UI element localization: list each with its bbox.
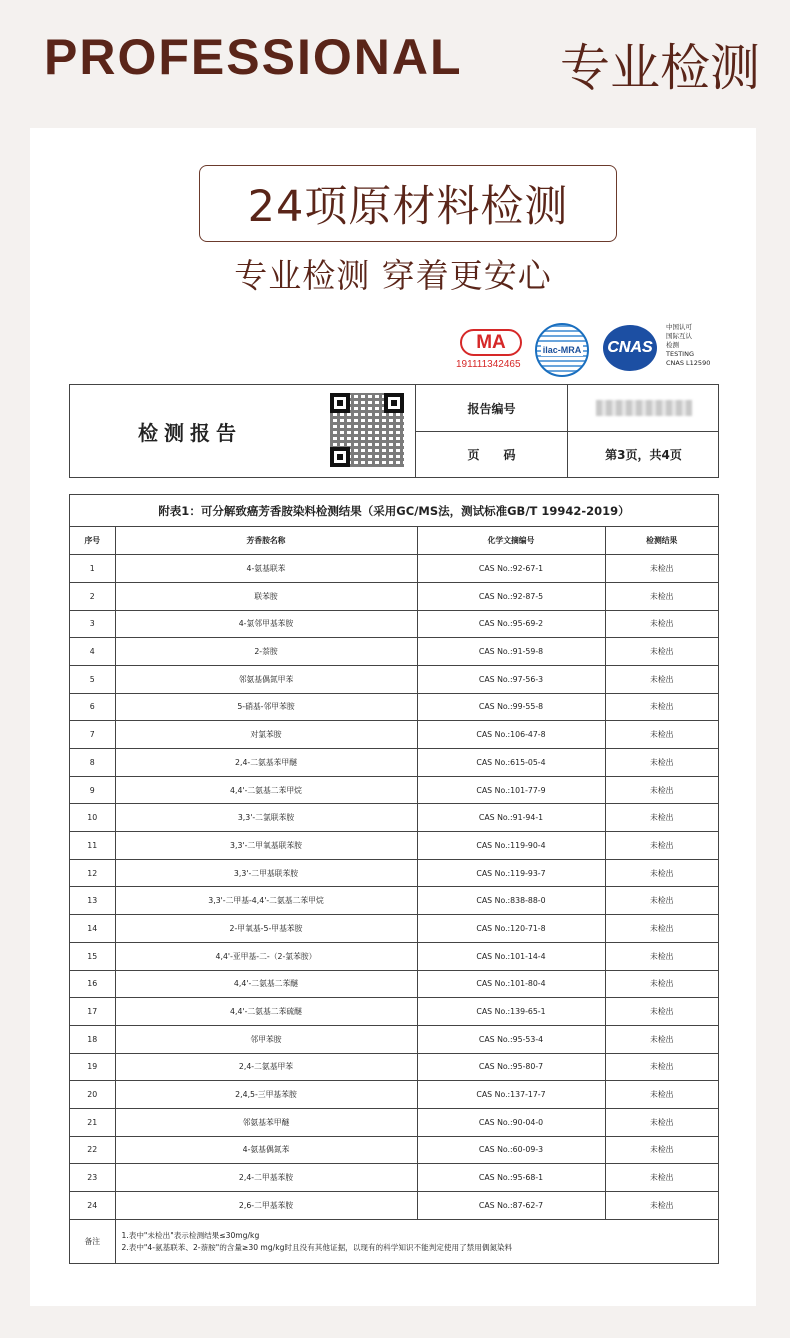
qr-finder [330,447,350,467]
amine-name: 2,4-二甲基苯胺 [115,1164,417,1192]
column-header: 化学文摘编号 [417,527,605,555]
cas-number: CAS No.:97-56-3 [417,665,605,693]
table-header-row [70,527,718,555]
table-title: 附表1：可分解致癌芳香胺染料检测结果（采用GC/MS法，测试标准GB/T 19942-2019） [70,495,718,527]
ilac-label: ilac-MRA [542,345,582,355]
cas-number: CAS No.:60-09-3 [417,1136,605,1164]
cnas-info-line: 检测 [666,341,679,349]
test-result: 未检出 [605,1108,718,1136]
test-result: 未检出 [605,859,718,887]
table-row [70,1164,718,1192]
row-number: 7 [70,721,115,749]
ilac-mra-logo-icon [535,323,589,377]
banner-subtitle: 专业检测 穿着更安心 [234,256,552,295]
amine-name: 3,3'-二甲基联苯胺 [115,859,417,887]
amine-name: 邻甲苯胺 [115,1025,417,1053]
test-result: 未检出 [605,1164,718,1192]
test-result: 未检出 [605,1192,718,1220]
cas-number: CAS No.:99-55-8 [417,693,605,721]
amine-name: 3,3'-二氯联苯胺 [115,804,417,832]
cma-logo-icon: MA [460,329,522,356]
amine-name: 2,4-二氨基苯甲醚 [115,749,417,777]
row-number: 19 [70,1053,115,1081]
cas-number: CAS No.:139-65-1 [417,998,605,1026]
row-number: 6 [70,693,115,721]
amine-name: 4,4'-二氨基二苯硫醚 [115,998,417,1026]
cas-number: CAS No.:101-80-4 [417,970,605,998]
test-result: 未检出 [605,1081,718,1109]
notes-content [115,1219,718,1264]
column-header: 序号 [70,527,115,555]
note-line: 2.表中"4-氨基联苯、2-萘胺"的含量≥30 mg/kg时且没有其他证据，以现有的科学知识不能判定使用了禁用偶氮染料 [121,1242,513,1252]
cas-number: CAS No.:91-59-8 [417,638,605,666]
amine-name: 联苯胺 [115,582,417,610]
table-row [70,721,718,749]
table-row [70,859,718,887]
amine-name: 2,4-二氨基甲苯 [115,1053,417,1081]
row-number: 1 [70,555,115,583]
row-number: 12 [70,859,115,887]
table-row [70,1053,718,1081]
row-number: 13 [70,887,115,915]
cas-number: CAS No.:615-05-4 [417,749,605,777]
row-number: 17 [70,998,115,1026]
test-result: 未检出 [605,582,718,610]
results-grid [70,527,718,1264]
note-line: 1.表中"未检出"表示检测结果≤30mg/kg [121,1230,260,1240]
row-number: 24 [70,1192,115,1220]
cnas-info-line: 国际互认 [666,332,692,340]
cas-number: CAS No.:95-80-7 [417,1053,605,1081]
cnas-info-line: CNAS L12590 [666,359,711,367]
test-result: 未检出 [605,1136,718,1164]
report-no-value [567,385,719,431]
table-body [70,555,718,1265]
redacted-report-number [596,400,692,416]
table-row [70,1025,718,1053]
test-result: 未检出 [605,970,718,998]
amine-name: 3,3'-二甲氧基联苯胺 [115,832,417,860]
cas-number: CAS No.:119-93-7 [417,859,605,887]
cnas-logo-icon [599,325,661,371]
header-chinese-title: 专业检测 [560,39,760,97]
amine-name: 2-萘胺 [115,638,417,666]
row-number: 22 [70,1136,115,1164]
amine-name: 邻氨基偶氮甲苯 [115,665,417,693]
cnas-label: CNAS [607,339,653,356]
row-number: 20 [70,1081,115,1109]
cas-number: CAS No.:95-53-4 [417,1025,605,1053]
notes-label: 备注 [70,1219,115,1264]
test-result: 未检出 [605,942,718,970]
test-result: 未检出 [605,721,718,749]
amine-name: 4-氨基联苯 [115,555,417,583]
test-result: 未检出 [605,915,718,943]
cas-number: CAS No.:92-87-5 [417,582,605,610]
table-row [70,832,718,860]
table-row [70,749,718,777]
table-row [70,1081,718,1109]
page-label: 页 码 [415,431,567,477]
results-table [69,494,719,1264]
cas-number: CAS No.:90-04-0 [417,1108,605,1136]
banner-title: 24项原材料检测 [199,165,617,242]
qr-finder [330,393,350,413]
cas-number: CAS No.:137-17-7 [417,1081,605,1109]
cas-number: CAS No.:95-69-2 [417,610,605,638]
cas-number: CAS No.:120-71-8 [417,915,605,943]
page-value: 第3页，共4页 [567,431,719,477]
table-row [70,665,718,693]
report-title: 检测报告 [138,420,242,445]
header-english-title: PROFESSIONAL [44,29,463,85]
row-number: 2 [70,582,115,610]
amine-name: 4-氯邻甲基苯胺 [115,610,417,638]
report-card [30,128,756,1306]
amine-name: 邻氨基苯甲醚 [115,1108,417,1136]
table-row [70,555,718,583]
test-result: 未检出 [605,555,718,583]
test-result: 未检出 [605,998,718,1026]
column-header: 芳香胺名称 [115,527,417,555]
cas-number: CAS No.:119-90-4 [417,832,605,860]
row-number: 11 [70,832,115,860]
test-result: 未检出 [605,665,718,693]
test-result: 未检出 [605,887,718,915]
test-result: 未检出 [605,1053,718,1081]
cas-number: CAS No.:87-62-7 [417,1192,605,1220]
amine-name: 4,4'-亚甲基-二-（2-氯苯胺） [115,942,417,970]
row-number: 5 [70,665,115,693]
cas-number: CAS No.:106-47-8 [417,721,605,749]
test-result: 未检出 [605,1025,718,1053]
test-result: 未检出 [605,610,718,638]
cnas-info [666,323,710,368]
certification-logos [453,323,723,383]
cas-number: CAS No.:92-67-1 [417,555,605,583]
table-row [70,970,718,998]
report-header [69,384,719,478]
table-row [70,887,718,915]
row-number: 14 [70,915,115,943]
cas-number: CAS No.:101-14-4 [417,942,605,970]
cas-number: CAS No.:838-88-0 [417,887,605,915]
row-number: 23 [70,1164,115,1192]
table-row [70,776,718,804]
amine-name: 2,6-二甲基苯胺 [115,1192,417,1220]
cas-number: CAS No.:101-77-9 [417,776,605,804]
test-result: 未检出 [605,693,718,721]
notes-row [70,1219,718,1264]
row-number: 3 [70,610,115,638]
report-no-label: 报告编号 [415,385,567,431]
row-number: 18 [70,1025,115,1053]
row-number: 8 [70,749,115,777]
table-row [70,1136,718,1164]
qr-finder [384,393,404,413]
row-number: 10 [70,804,115,832]
table-row [70,638,718,666]
amine-name: 2-甲氧基-5-甲基苯胺 [115,915,417,943]
table-row [70,998,718,1026]
cas-number: CAS No.:91-94-1 [417,804,605,832]
table-row [70,915,718,943]
amine-name: 4-氨基偶氮苯 [115,1136,417,1164]
amine-name: 3,3'-二甲基-4,4'-二氨基二苯甲烷 [115,887,417,915]
row-number: 15 [70,942,115,970]
cnas-info-line: TESTING [666,350,694,358]
row-number: 9 [70,776,115,804]
row-number: 21 [70,1108,115,1136]
amine-name: 5-硝基-邻甲苯胺 [115,693,417,721]
amine-name: 4,4'-二氨基二苯醚 [115,970,417,998]
column-header: 检测结果 [605,527,718,555]
amine-name: 4,4'-二氨基二苯甲烷 [115,776,417,804]
amine-name: 对氯苯胺 [115,721,417,749]
test-result: 未检出 [605,804,718,832]
qr-code-icon [330,393,404,467]
test-result: 未检出 [605,832,718,860]
table-row [70,942,718,970]
row-number: 4 [70,638,115,666]
table-row [70,1108,718,1136]
amine-name: 2,4,5-三甲基苯胺 [115,1081,417,1109]
table-row [70,582,718,610]
test-result: 未检出 [605,776,718,804]
table-row [70,610,718,638]
table-row [70,693,718,721]
cnas-info-line: 中国认可 [666,323,692,331]
cma-number: 191111342465 [456,359,521,370]
table-row [70,1192,718,1220]
test-result: 未检出 [605,638,718,666]
test-result: 未检出 [605,749,718,777]
row-number: 16 [70,970,115,998]
table-row [70,804,718,832]
cas-number: CAS No.:95-68-1 [417,1164,605,1192]
